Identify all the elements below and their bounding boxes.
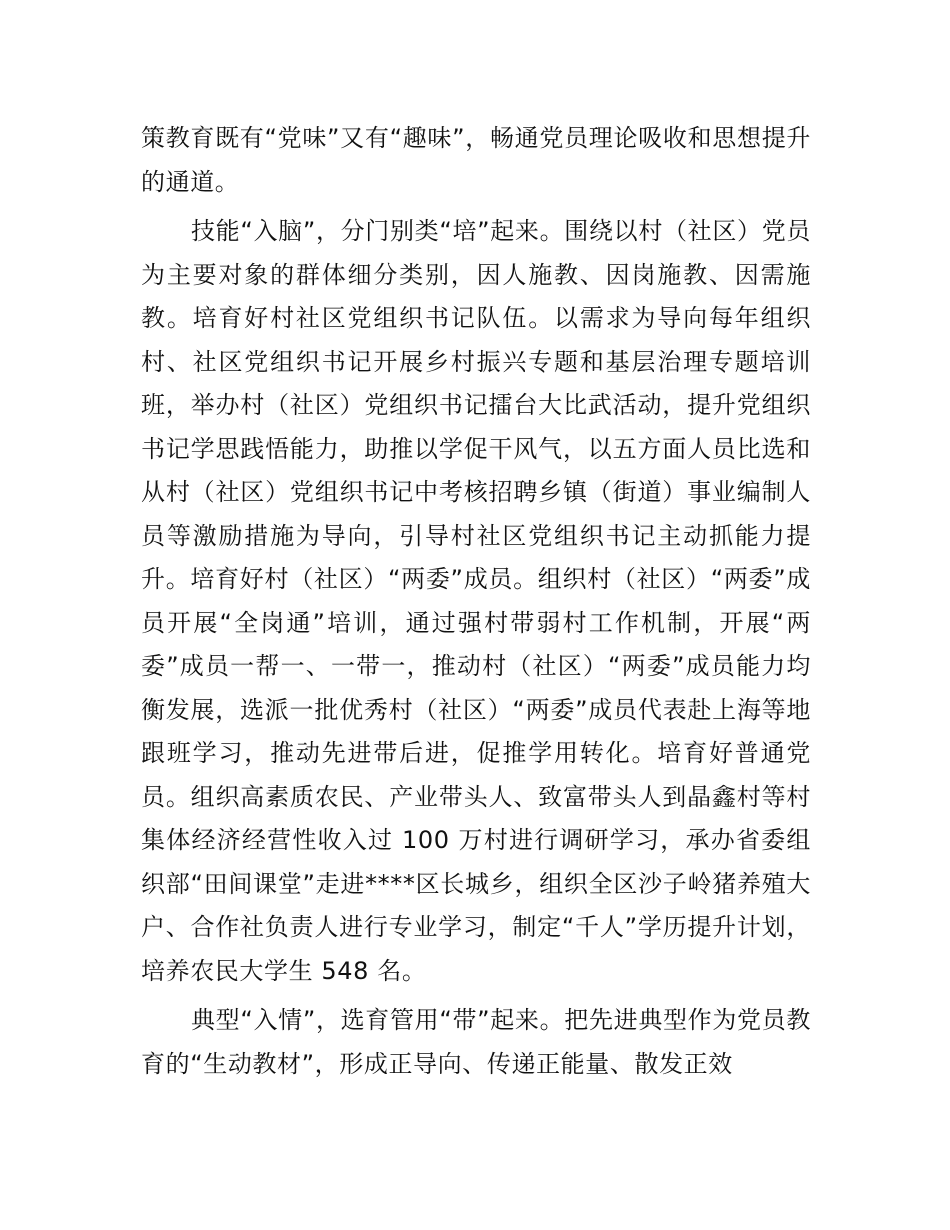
- paragraph-typical-models: 典型“入情”，选育管用“带”起来。把先进典型作为党员教育的“生动教材”，形成正导向、传递正能量、散发正效: [141, 1006, 811, 1078]
- document-body: [141, 117, 811, 1092]
- paragraph-continuation: 策教育既有“党味”又有“趣味”，畅通党员理论吸收和思想提升的通道。: [141, 124, 811, 196]
- paragraph-skills-training: 技能“入脑”，分门别类“培”起来。围绕以村（社区）党员为主要对象的群体细分类别，因人施教、因岗施教、因需施教。培育好村社区党组织书记队伍。以需求为导向每年组织村、社区党组织书记开展乡村振兴专题和基层治理专题培训班，举办村（社区）党组织书记擂台大比武活动，提升党组织书记学思践悟能力，助推以学促干风气，以五方面人员比选和从村（社区）党组织书记中考核招聘乡镇（街道）事业编制人员等激励措施为导向，引导村社区党组织书记主动抓能力提升。培育好村（社区）“两委”成员。组织村（社区）“两委”成员开展“全岗通”培训，通过强村带弱村工作机制，开展“两委”成员一帮一、一带一，推动村（社区）“两委”成员能力均衡发展，选派一批优秀村（社区）“两委”成员代表赴上海等地跟班学习，推动先进带后进，促推学用转化。培育好普通党员。组织高素质农民、产业带头人、致富带头人到晶鑫村等村集体经济经营性收入过 100 万村进行调研学习，承办省委组织部“田间课堂”走进****区长城乡，组织全区沙子岭猪养殖大户、合作社负责人进行专业学习，制定“千人”学历提升计划，培养农民大学生 548 名。: [141, 217, 811, 985]
